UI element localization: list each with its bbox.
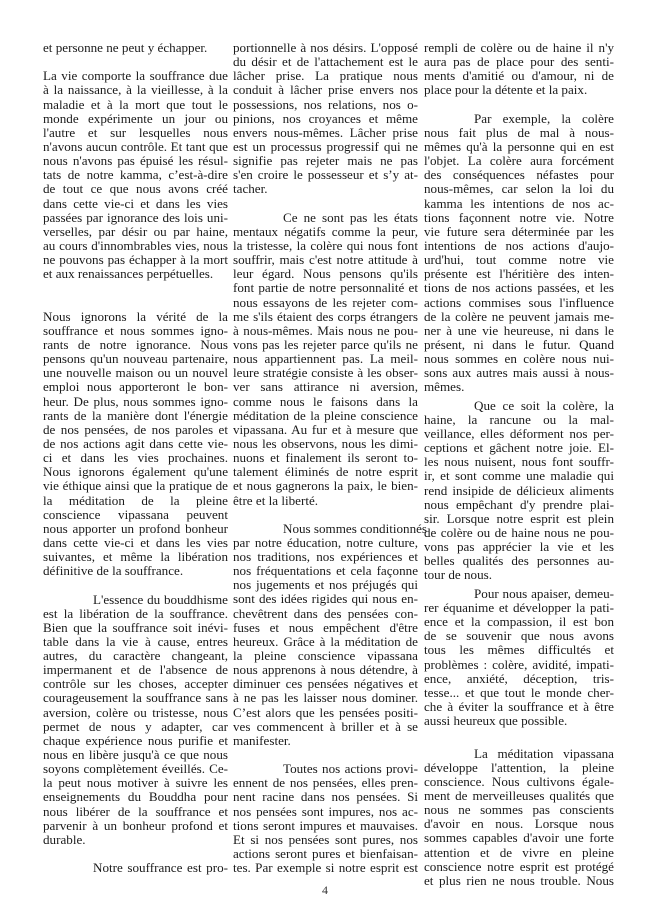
text-line: est un processus progressif qui ne (233, 138, 418, 154)
text-line: nos traditions, nos expériences et (233, 549, 418, 565)
text-line: ments d'amitié ou d'amour, ni de (424, 68, 614, 84)
text-line: de colère ou de haine nous ne pou- (424, 525, 614, 541)
text-line: che à éviter la souffrance et à être (424, 698, 614, 714)
text-line: conscience vipassana peuvent (43, 506, 228, 522)
text-line: nuons et finalement ils seront to- (233, 450, 418, 466)
text-line: fuses et nous empêchent d'être (233, 619, 418, 635)
text-line: tour de nous. (424, 567, 493, 583)
text-line: Pour nous apaiser, demeu- (474, 585, 614, 601)
text-line: talement éliminés de notre esprit (233, 464, 418, 480)
text-line: conduit à lâcher prise envers nos (233, 82, 418, 98)
text-column-2 (233, 40, 428, 876)
text-line: Par exemple, la colère (474, 110, 614, 126)
text-line: ment de merveilleuses qualités que (424, 788, 614, 804)
text-line: Nous ignorons la vérité de la (43, 308, 228, 324)
text-line: impermanent et de l'absence de (43, 662, 228, 678)
text-line: tats de notre kamma, c’est-à-dire (43, 167, 228, 183)
text-line: manifester. (233, 732, 291, 748)
text-line: à nous-mêmes. Mais nous ne pou- (233, 322, 418, 338)
text-line: autres, du caractère changeant, (43, 648, 228, 664)
text-line: chevêtrent dans des pensées con- (233, 605, 418, 621)
text-line: vie éthique ainsi que la pratique de (43, 478, 228, 494)
paragraph (43, 593, 228, 848)
text-line: mentaux négatifs comme la peur, (233, 223, 418, 239)
text-line: l'autre et sur lesquelles nous (43, 124, 228, 140)
text-line: par notre éducation, notre culture, (233, 534, 418, 550)
text-line: font partie de notre personnalité et (233, 280, 418, 296)
text-line: d'avoir en nous. Lorsque nous (424, 816, 614, 832)
text-line: nous en libère jusqu'à ce que nous (43, 747, 228, 763)
text-line: sont des idées rigides qui nous en- (233, 591, 418, 607)
text-line: les nous nuisent, nous font souffr- (424, 454, 614, 470)
text-line: L'essence du bouddhisme (93, 591, 228, 607)
text-line: aversion, colère ou tristesse, nous (43, 704, 228, 720)
text-line: leure stratégie consiste à les obser- (233, 365, 418, 381)
text-line: des conséquences néfastes pour (424, 167, 614, 183)
text-line: nous empêchant d'y prendre plai- (424, 496, 614, 512)
text-line: conscience notre esprit est protégé (424, 858, 614, 874)
text-line: de la colère ne peuvent jamais me- (424, 308, 614, 324)
text-line: urd'hui, tout comme notre vie (424, 252, 614, 268)
text-line: rempli de colère ou de haine il n'y (424, 40, 614, 55)
text-line: lâcher prise. La pratique nous (233, 68, 418, 84)
text-line: attention et de vivre en pleine (424, 844, 614, 860)
text-line: table dans la vie à cause, entres (43, 633, 228, 649)
text-line: maladie et à la mort que tout le (43, 96, 228, 112)
text-line: l'objet. La colère aura forcément (424, 153, 614, 169)
text-line: dans cette vie-ci et dans les vies (43, 195, 228, 211)
paragraph (424, 41, 614, 98)
paragraph (43, 861, 228, 875)
paragraph-spacer (424, 728, 614, 746)
text-line: heur. De plus, nous sommes igno- (43, 393, 228, 409)
text-line: rend insipide de délicieux aliments (424, 482, 614, 498)
text-line: souffrance et nous sommes igno- (43, 322, 228, 338)
text-line: monde expérimente un jour ou (43, 110, 228, 126)
text-line: nous les observons, nous les dimi- (233, 435, 418, 451)
text-line: possessions, nos relations, nos o- (233, 96, 418, 112)
text-line: nos pensées sont impures, nos ac- (233, 803, 418, 819)
text-line: envers nous-mêmes. Lâcher prise (233, 124, 418, 140)
paragraph-spacer (233, 748, 418, 762)
text-line: est la libération de la souffrance. (43, 605, 228, 621)
text-line: mêmes. (424, 379, 465, 395)
text-line: présent, ni dans le futur. Quand (424, 336, 614, 352)
text-line: et aux renaissances perpétuelles. (43, 266, 214, 282)
text-line: kamma les intentions de nos ac- (424, 195, 614, 211)
text-line: développe l'attention, la pleine (424, 759, 614, 775)
paragraph (233, 41, 418, 197)
text-line: chaque expérience nous purifie et (43, 732, 228, 748)
text-line: et plus rien ne nous trouble. Nous (424, 872, 614, 888)
paragraph (43, 310, 228, 579)
text-line: sir. Lorsque notre esprit est plein (424, 510, 614, 526)
text-line: sons aux autres mais aussi à nous- (424, 365, 614, 381)
text-line: ence, anxiété, déception, tris- (424, 670, 614, 686)
text-line: Bien que la souffrance soit inévi- (43, 619, 228, 635)
text-line: nous n'avons pas épuisé les résul- (43, 153, 228, 169)
text-line: nous ne sommes pas conscients (424, 802, 614, 818)
text-line: la pleine conscience vipassana (233, 648, 418, 664)
text-line: de nos actions agit dans cette vie- (43, 435, 228, 451)
text-line: heureux. Grâce à la méditation de (233, 633, 418, 649)
text-line: La vie comporte la souffrance due (43, 68, 228, 84)
text-line: Et si nos pensées sont pures, nos (233, 831, 418, 847)
text-line: nous fait plus de mal à nous- (424, 124, 614, 140)
text-line: ir, et sont comme une maladie qui (424, 468, 614, 484)
text-line: actions seront pures et bienfaisan- (233, 846, 418, 862)
text-line: au cours d'innombrables vies, nous (43, 237, 228, 253)
text-line: aussi heureux que possible. (424, 713, 568, 729)
text-line: haine, la rancune ou la mal- (424, 411, 614, 427)
text-line: nent racine dans nos pensées. Si (233, 789, 418, 805)
text-line: nous libérer de la souffrance et (43, 803, 228, 819)
text-line: permet de nous y adapter, car (43, 718, 228, 734)
text-line: tions façonnent notre vie. Notre (424, 209, 614, 225)
text-line: la tristesse, la colère qui nous font (233, 237, 418, 253)
paragraph-spacer (233, 508, 418, 522)
page-number: 4 (322, 883, 328, 897)
text-line: rants de la manière dont l'énergie (43, 407, 228, 423)
text-line: sommes capables d'avoir une forte (424, 830, 614, 846)
text-line: nous apporter un profond bonheur (43, 520, 228, 536)
text-line: nous sommes en colère nous nui- (424, 351, 614, 367)
text-line: tions de nos actions passées, et les (424, 280, 614, 296)
text-line: et nous gagnerons la paix, le bien- (233, 478, 418, 494)
text-line: leur égard. Nous pensons qu'ils (233, 266, 418, 282)
text-line: à la naissance, à la vieillesse, à la (43, 82, 228, 98)
paragraph-spacer (43, 847, 228, 861)
text-line: actions commises sous l'influence (424, 294, 614, 310)
text-line: ves commencent à briller et à se (233, 718, 418, 734)
text-line: courageusement la souffrance sans (43, 690, 228, 706)
text-line: s'en croire le possesseur et s’y at- (233, 167, 418, 183)
text-line: souffrir, mais c'est notre attitude à (233, 252, 418, 268)
text-line: Ce ne sont pas les états (283, 209, 418, 225)
text-line: aura pas de place pour des senti- (424, 54, 614, 70)
text-line: présente est l'héritière des inten- (424, 266, 614, 282)
paragraph (424, 747, 614, 888)
text-line: ner à une vie heureuse, ni dans le (424, 322, 614, 338)
text-line: portionnelle à nos désirs. L'opposé (233, 40, 418, 55)
text-line: nous essayons de les rejeter com- (233, 294, 418, 310)
text-column-1 (43, 41, 228, 875)
text-line: rants de notre ignorance. Nous (43, 336, 228, 352)
text-line: La méditation vipassana (474, 745, 614, 761)
text-line: Nous sommes conditionnés (283, 520, 428, 536)
text-line: Notre souffrance est pro- (93, 860, 228, 876)
paragraph (233, 520, 428, 748)
text-line: tous les mêmes difficultés et (424, 642, 614, 658)
text-line: pensons qu'un nouveau partenaire, (43, 351, 228, 367)
text-line: ne pouvons pas échapper à la mort (43, 252, 228, 268)
paragraph-spacer (43, 55, 228, 69)
text-line: conscience. Nous cultivons égale- (424, 773, 614, 789)
text-line: soyons complètement éveillés. Ce- (43, 761, 228, 777)
text-line: diminuer ces pensées négatives et (233, 676, 418, 692)
paragraph (233, 762, 418, 875)
text-line: contrôle sur les choses, accepter (43, 676, 228, 692)
text-line: tions seront impures et mauvaises. (233, 817, 418, 833)
text-line: belles qualités des personnes au- (424, 553, 614, 569)
text-line: de nos pensées, de nos paroles et (43, 421, 228, 437)
text-line: enseignements du Bouddha pour (43, 789, 228, 805)
text-line: une nouvelle maison ou un nouvel (43, 365, 228, 381)
text-line: signifie pas rejeter mais ne pas (233, 153, 418, 169)
text-line: tacher. (233, 181, 268, 197)
text-line: de tout ce que nous avons créé (43, 181, 228, 197)
text-line: me s'ils étaient des corps étrangers (233, 308, 418, 324)
text-line: Que ce soit la colère, la (474, 397, 614, 413)
paragraph-spacer (424, 98, 614, 112)
text-line: nous-mêmes, car selon la loi du (424, 181, 614, 197)
text-line: ennent de nos pensées, elles pren- (233, 775, 418, 791)
text-line: pinions, nos croyances et même (233, 110, 418, 126)
text-line: ver sans attirance ni aversion, (233, 379, 418, 395)
text-line: nous appartiennent pas. La meil- (233, 351, 418, 367)
text-line: suivantes, et même la libération (43, 549, 228, 565)
text-line: emploi nous apporteront le bon- (43, 379, 228, 395)
paragraph-spacer (43, 578, 228, 592)
text-line: et personne ne peut y échapper. (43, 40, 208, 55)
text-line: vons pas apprécier la vie et les (424, 539, 614, 555)
text-line: à ne pas les laisser nous dominer. (233, 690, 418, 706)
text-line: Toutes nos actions provi- (283, 761, 418, 777)
text-line: n'avons aucun contrôle. Et tant que (43, 138, 228, 154)
text-line: ci et dans les vies prochaines. (43, 450, 228, 466)
text-line: définitive de la souffrance. (43, 563, 184, 579)
text-line: durable. (43, 831, 86, 847)
text-line: parvenir à un bonheur profond et (43, 817, 228, 833)
paragraph (424, 112, 614, 395)
text-line: verselles, par désir ou par haine, (43, 223, 228, 239)
text-line: du désir et de l'attachement est le (233, 54, 418, 70)
paragraph (424, 399, 614, 583)
text-line: veillance, elles déforment nos per- (424, 426, 614, 442)
paragraph (424, 587, 614, 728)
text-line: rer équanime et développer la pati- (424, 599, 614, 615)
text-line: passées par ignorance des lois uni- (43, 209, 228, 225)
text-line: tes. Par exemple si notre esprit est (233, 860, 418, 876)
text-column-3 (424, 41, 614, 888)
text-line: vipassana. Au fur et à mesure que (233, 421, 418, 437)
paragraph (43, 69, 228, 281)
text-line: ceptions et gâchent notre joie. El- (424, 440, 614, 456)
text-line: être et la liberté. (233, 492, 319, 508)
text-line: vons pas les rejeter parce qu'ils ne (233, 336, 418, 352)
text-line: problèmes : colère, avidité, impati- (424, 656, 614, 672)
paragraph-spacer (43, 281, 228, 309)
text-line: méditation de la pleine conscience (233, 407, 418, 423)
text-line: C’est alors que les pensées positi- (233, 704, 418, 720)
text-line: la peut nous motiver à suivre les (43, 775, 228, 791)
text-line: ence et la compassion, il est bon (424, 614, 614, 630)
text-line: tesse... et que tout le monde cher- (424, 684, 614, 700)
text-line: de se souvenir que nous avons (424, 628, 614, 644)
text-line: nos jugements et nos préjugés qui (233, 577, 418, 593)
text-line: vie future sera déterminée par les (424, 223, 614, 239)
text-line: comme nous le faisons dans la (233, 393, 418, 409)
text-line: Nous ignorons également qu'une (43, 464, 228, 480)
paragraph (233, 211, 418, 508)
text-line: la méditation de la pleine (43, 492, 228, 508)
text-line: intentions de nos actions d'aujo- (424, 237, 614, 253)
text-line: nos fréquentations et cela façonne (233, 563, 418, 579)
text-line: mêmes qu'à la personne qui en est (424, 138, 614, 154)
paragraph-spacer (233, 197, 418, 211)
paragraph (43, 41, 228, 55)
text-line: nous apprenons à nous détendre, à (233, 662, 418, 678)
text-line: dans cette vie-ci et dans les vies (43, 534, 228, 550)
text-line: place pour la détente et la paix. (424, 82, 588, 98)
